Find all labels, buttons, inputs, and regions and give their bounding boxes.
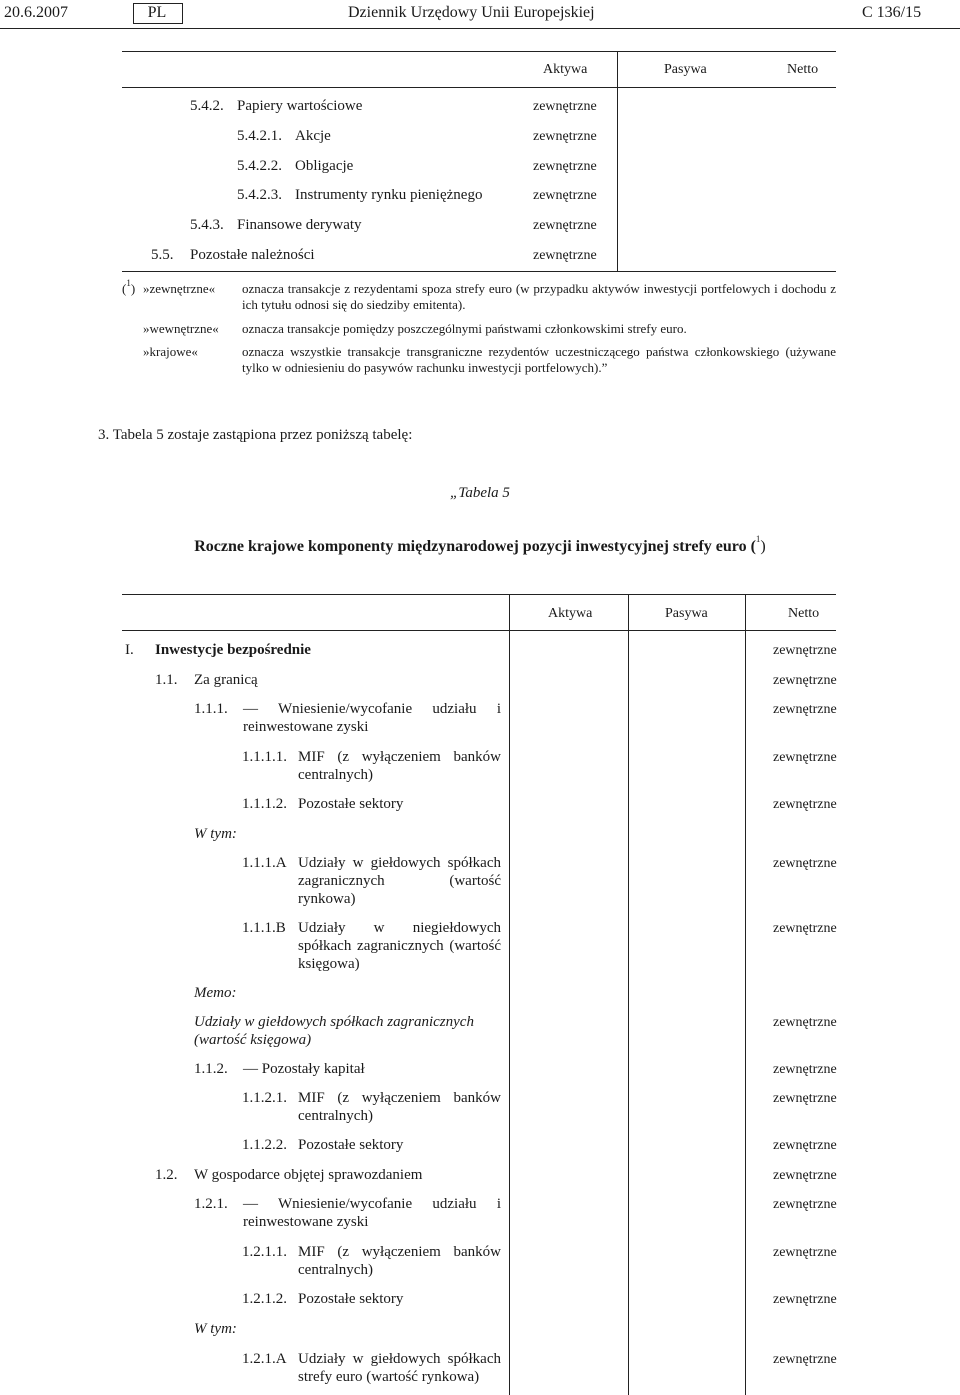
table2-row-code: 1.1.1.A — [242, 855, 287, 871]
table2-row-label: MIF (z wyłączeniem banków centralnych) — [298, 1090, 501, 1124]
table1-col-netto: Netto — [787, 62, 819, 77]
footnote-marker: ($^1$) — [122, 278, 136, 296]
table2-row-code: 1.1.1.1. — [242, 749, 287, 765]
table2-row-code: 1.1.2.2. — [242, 1137, 287, 1153]
language-code: PL — [147, 4, 167, 21]
table2-header-rule — [122, 630, 836, 631]
table2-row-value: zewnętrzne — [773, 643, 837, 658]
table1-row-code: 5.4.2. — [190, 98, 224, 114]
table1-row-label: Pozostałe należności — [190, 247, 315, 263]
table1-row-value: zewnętrzne — [533, 248, 597, 263]
table2-row-code: 1.1.2.1. — [242, 1090, 287, 1106]
table2-row-value: zewnętrzne — [773, 1352, 837, 1367]
table2-row-code: 1.2. — [155, 1167, 178, 1183]
table2-row-value: zewnętrzne — [773, 856, 837, 871]
table2-divider-3 — [745, 594, 746, 1395]
table2-row-code: 1.1.2. — [194, 1061, 228, 1077]
table1-row-value: zewnętrzne — [533, 99, 597, 114]
footnote-text: oznacza transakcje pomiędzy poszczególnymi państwami członkowskimi strefy euro. — [242, 321, 687, 336]
table2-row-label: Udziały w niegiełdowych spółkach zagranicznych (wartość księgowa) — [298, 920, 501, 972]
table2-row-value: zewnętrzne — [773, 702, 837, 717]
table2-row-code: 1.2.1.2. — [242, 1291, 287, 1307]
table2-col-aktywa: Aktywa — [548, 606, 593, 621]
table2-row-code: 1.1. — [155, 672, 178, 688]
table2-subheading: W tym: — [194, 1321, 237, 1337]
point-3-text: 3. Tabela 5 zostaje zastąpiona przez poniższą tabelę: — [98, 427, 413, 443]
table1-divider — [617, 51, 618, 271]
table2-row-value: zewnętrzne — [773, 1062, 837, 1077]
table1-row-label: Akcje — [295, 128, 331, 144]
table1-bottom-border — [122, 271, 836, 272]
table2-row-label: — Pozostały kapitał — [243, 1061, 365, 1077]
table2-row-value: zewnętrzne — [773, 797, 837, 812]
table2-row-code: 1.1.1.2. — [242, 796, 287, 812]
table1-row-code: 5.4.2.1. — [237, 128, 282, 144]
table-label: „Tabela 5 — [450, 485, 510, 501]
table2-row-label: MIF (z wyłączeniem banków centralnych) — [298, 749, 501, 783]
table2-row-label: Pozostałe sektory — [298, 796, 404, 812]
table2-row-code: 1.1.1.B — [242, 920, 286, 936]
table2-row-code: 1.1.1. — [194, 701, 228, 717]
table1-row-code: 5.4.2.2. — [237, 158, 282, 174]
table2-memo-heading: Memo: — [194, 985, 237, 1001]
table2-row-label: Pozostałe sektory — [298, 1291, 404, 1307]
table2-row-label: Inwestycje bezpośrednie — [155, 642, 311, 658]
table2-row-label: MIF (z wyłączeniem banków centralnych) — [298, 1244, 501, 1278]
table2-col-pasywa: Pasywa — [665, 606, 708, 621]
table1-row-value: zewnętrzne — [533, 218, 597, 233]
table1-header-rule — [122, 87, 836, 88]
table2-row-value: zewnętrzne — [773, 1245, 837, 1260]
page-reference: C 136/15 — [862, 4, 922, 21]
table2-col-netto: Netto — [788, 606, 820, 621]
footnote-term: »zewnętrzne« — [143, 281, 216, 296]
table1-row-code: 5.4.3. — [190, 217, 224, 233]
table2-row-label: W gospodarce objętej sprawozdaniem — [194, 1167, 423, 1183]
table2-row-label: — Wniesienie/wycofanie udziału i reinwestowane zyski — [243, 701, 501, 735]
table2-row-label: — Wniesienie/wycofanie udziału i reinwestowane zyski — [243, 1196, 501, 1230]
table2-row-value: zewnętrzne — [773, 1168, 837, 1183]
table2-row-value: zewnętrzne — [773, 1138, 837, 1153]
table-title: Roczne krajowe komponenty międzynarodowej pozycji inwestycyjnej strefy euro ($^1$) — [194, 534, 766, 555]
table2-row-value: zewnętrzne — [773, 1292, 837, 1307]
table1-top-border — [122, 51, 836, 52]
table2-row-code: 1.2.1.A — [242, 1351, 287, 1367]
table2-row-value: zewnętrzne — [773, 673, 837, 688]
table2-row-value: zewnętrzne — [773, 750, 837, 765]
table2-row-label: Udziały w giełdowych spółkach zagranicznych (wartość księgowa) — [194, 1014, 474, 1048]
table1-row-value: zewnętrzne — [533, 129, 597, 144]
footnote-term: »wewnętrzne« — [143, 321, 219, 336]
table1-col-pasywa: Pasywa — [664, 62, 707, 77]
table1-row-value: zewnętrzne — [533, 159, 597, 174]
header-date: 20.6.2007 — [4, 4, 68, 21]
footnote-term: »krajowe« — [143, 344, 198, 359]
table1-row-value: zewnętrzne — [533, 188, 597, 203]
table2-row-value: zewnętrzne — [773, 1197, 837, 1212]
header-rule — [0, 28, 960, 29]
table2-subheading: W tym: — [194, 826, 237, 842]
table2-row-value: zewnętrzne — [773, 921, 837, 936]
table2-divider-1 — [509, 594, 510, 1395]
table1-row-label: Obligacje — [295, 158, 354, 174]
table2-row-label: Za granicą — [194, 672, 258, 688]
table1-col-aktywa: Aktywa — [543, 62, 588, 77]
table2-top-border — [122, 594, 836, 595]
table1-row-code: 5.5. — [151, 247, 174, 263]
table1-row-code: 5.4.2.3. — [237, 187, 282, 203]
table1-row-label: Finansowe derywaty — [237, 217, 362, 233]
table2-row-code: I. — [125, 642, 134, 658]
footnote-text: oznacza wszystkie transakcje transgraniczne rezydentów uczestniczącego państwa członkowskiego (używane tylko w odniesieniu do pasywów rachunku inwestycji portfelowych).” — [242, 344, 836, 375]
table2-row-code: 1.2.1.1. — [242, 1244, 287, 1260]
table2-divider-2 — [628, 594, 629, 1395]
table2-row-code: 1.2.1. — [194, 1196, 228, 1212]
table2-row-label: Udziały w giełdowych spółkach strefy euro (wartość rynkowa) — [298, 1351, 501, 1385]
table1-row-label: Instrumenty rynku pieniężnego — [295, 187, 483, 203]
table2-row-label: Udziały w giełdowych spółkach zagranicznych (wartość rynkowa) — [298, 855, 501, 907]
table2-row-value: zewnętrzne — [773, 1015, 837, 1030]
journal-title: Dziennik Urzędowy Unii Europejskiej — [348, 4, 595, 21]
footnote-text: oznacza transakcje z rezydentami spoza strefy euro (w przypadku aktywów inwestycji portfelowych i dochodu z ich tytułu odnosi się do siedziby emitenta). — [242, 281, 836, 312]
table2-row-value: zewnętrzne — [773, 1091, 837, 1106]
table1-row-label: Papiery wartościowe — [237, 98, 363, 114]
table2-row-label: Pozostałe sektory — [298, 1137, 404, 1153]
